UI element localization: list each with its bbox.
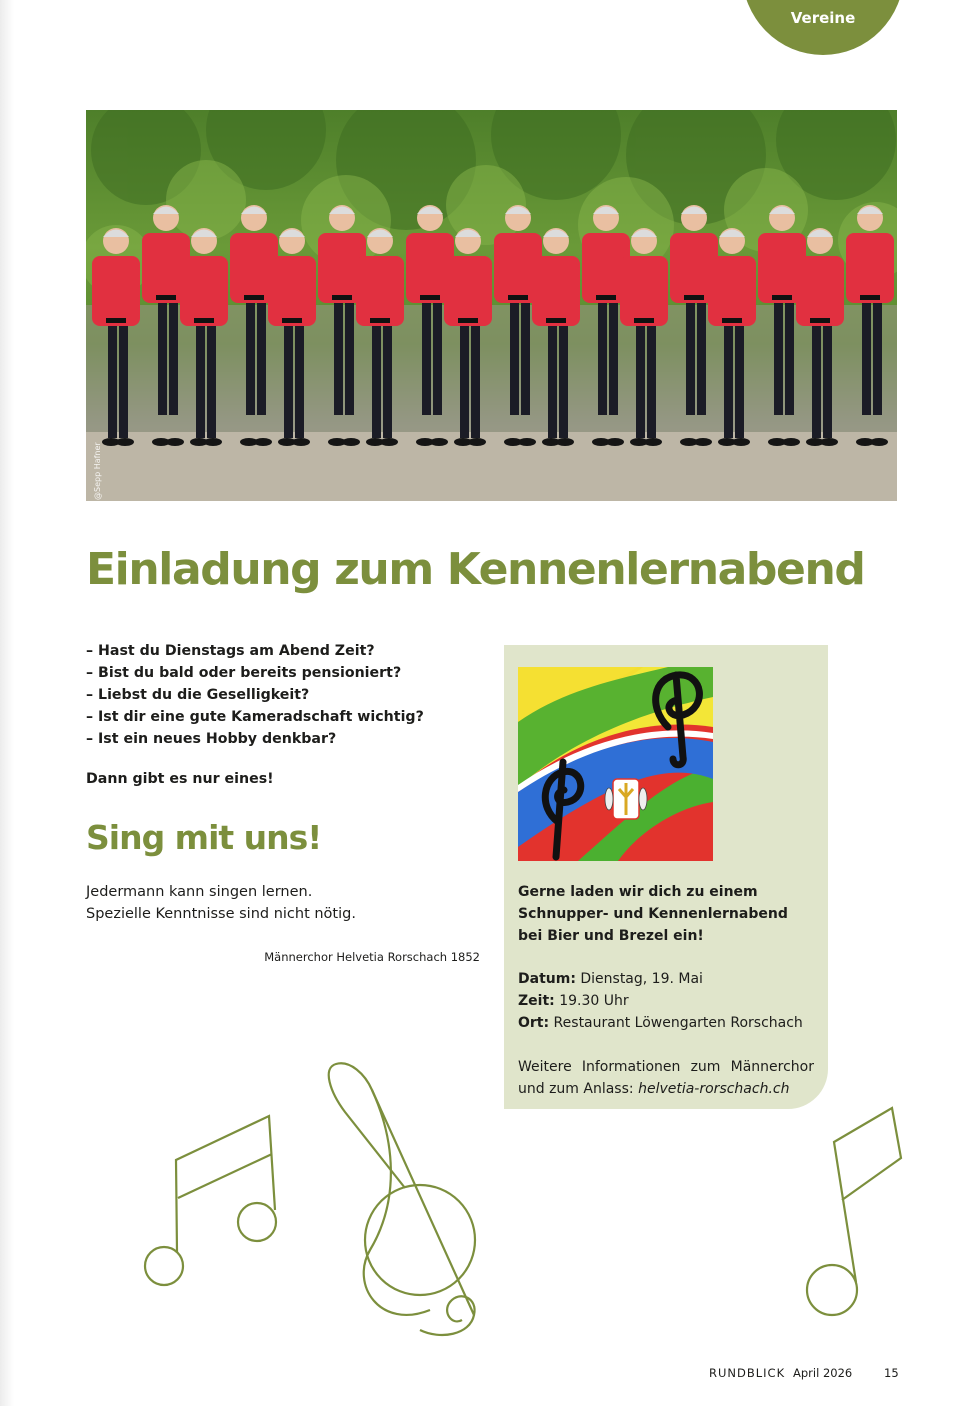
location-label: Ort:: [518, 1015, 550, 1031]
question-item: – Ist ein neues Hobby denkbar?: [86, 731, 337, 747]
event-time: [518, 990, 803, 1012]
event-location: [518, 1012, 803, 1034]
choir-logo-illustration: [518, 667, 713, 861]
question-list: [86, 640, 424, 750]
section-tab-label: Vereine: [790, 9, 856, 27]
beamed-notes-icon: [145, 1116, 276, 1285]
footer-publication: RUNDBLICK: [709, 1366, 786, 1380]
invitation-text: [518, 881, 788, 947]
time-label: Zeit:: [518, 993, 555, 1009]
treble-clef-icon: [329, 1063, 475, 1335]
footer-issue: April 2026: [793, 1366, 853, 1380]
photo-credit: @Sepp Hafner: [93, 442, 102, 500]
question-item: – Hast du Dienstags am Abend Zeit?: [86, 643, 375, 659]
music-notes-decoration: [0, 1040, 974, 1370]
question-item: – Liebst du die Geselligkeit?: [86, 687, 310, 703]
website-link[interactable]: helvetia-rorschach.ch: [638, 1081, 790, 1097]
body-line: Jedermann kann singen lernen.: [86, 884, 313, 900]
invitation-line: Schnupper- und Kennenlernabend: [518, 906, 788, 922]
page-title: Einladung zum Kennenlernabend: [86, 544, 865, 595]
question-item: – Bist du bald oder bereits pensioniert?: [86, 665, 402, 681]
event-details: [518, 968, 803, 1034]
body-line: Spezielle Kenntnisse sind nicht nötig.: [86, 906, 356, 922]
choir-photo-illustration: [86, 110, 897, 501]
eighth-note-icon: [807, 1108, 901, 1315]
choir-group-photo: [86, 110, 897, 501]
time-value: 19.30 Uhr: [554, 993, 629, 1009]
invitation-line: Gerne laden wir dich zu einem: [518, 884, 758, 900]
date-label: Datum:: [518, 971, 576, 987]
more-info-line: Weitere Informationen zum Männerchor: [518, 1059, 814, 1075]
location-value: Restaurant Löwengarten Rorschach: [549, 1015, 803, 1031]
signature: Männerchor Helvetia Rorschach 1852: [264, 950, 480, 964]
closing-line: Dann gibt es nur eines!: [86, 771, 274, 787]
question-item: – Ist dir eine gute Kameradschaft wichtig?: [86, 709, 424, 725]
more-info-prefix: und zum Anlass:: [518, 1081, 639, 1097]
date-value: Dienstag, 19. Mai: [575, 971, 703, 987]
event-date: [518, 968, 803, 990]
footer-page-number: 15: [884, 1366, 899, 1380]
subheadline: Sing mit uns!: [86, 818, 322, 857]
invitation-line: bei Bier und Brezel ein!: [518, 928, 704, 944]
choir-logo: [518, 667, 713, 861]
body-text: [86, 881, 356, 925]
